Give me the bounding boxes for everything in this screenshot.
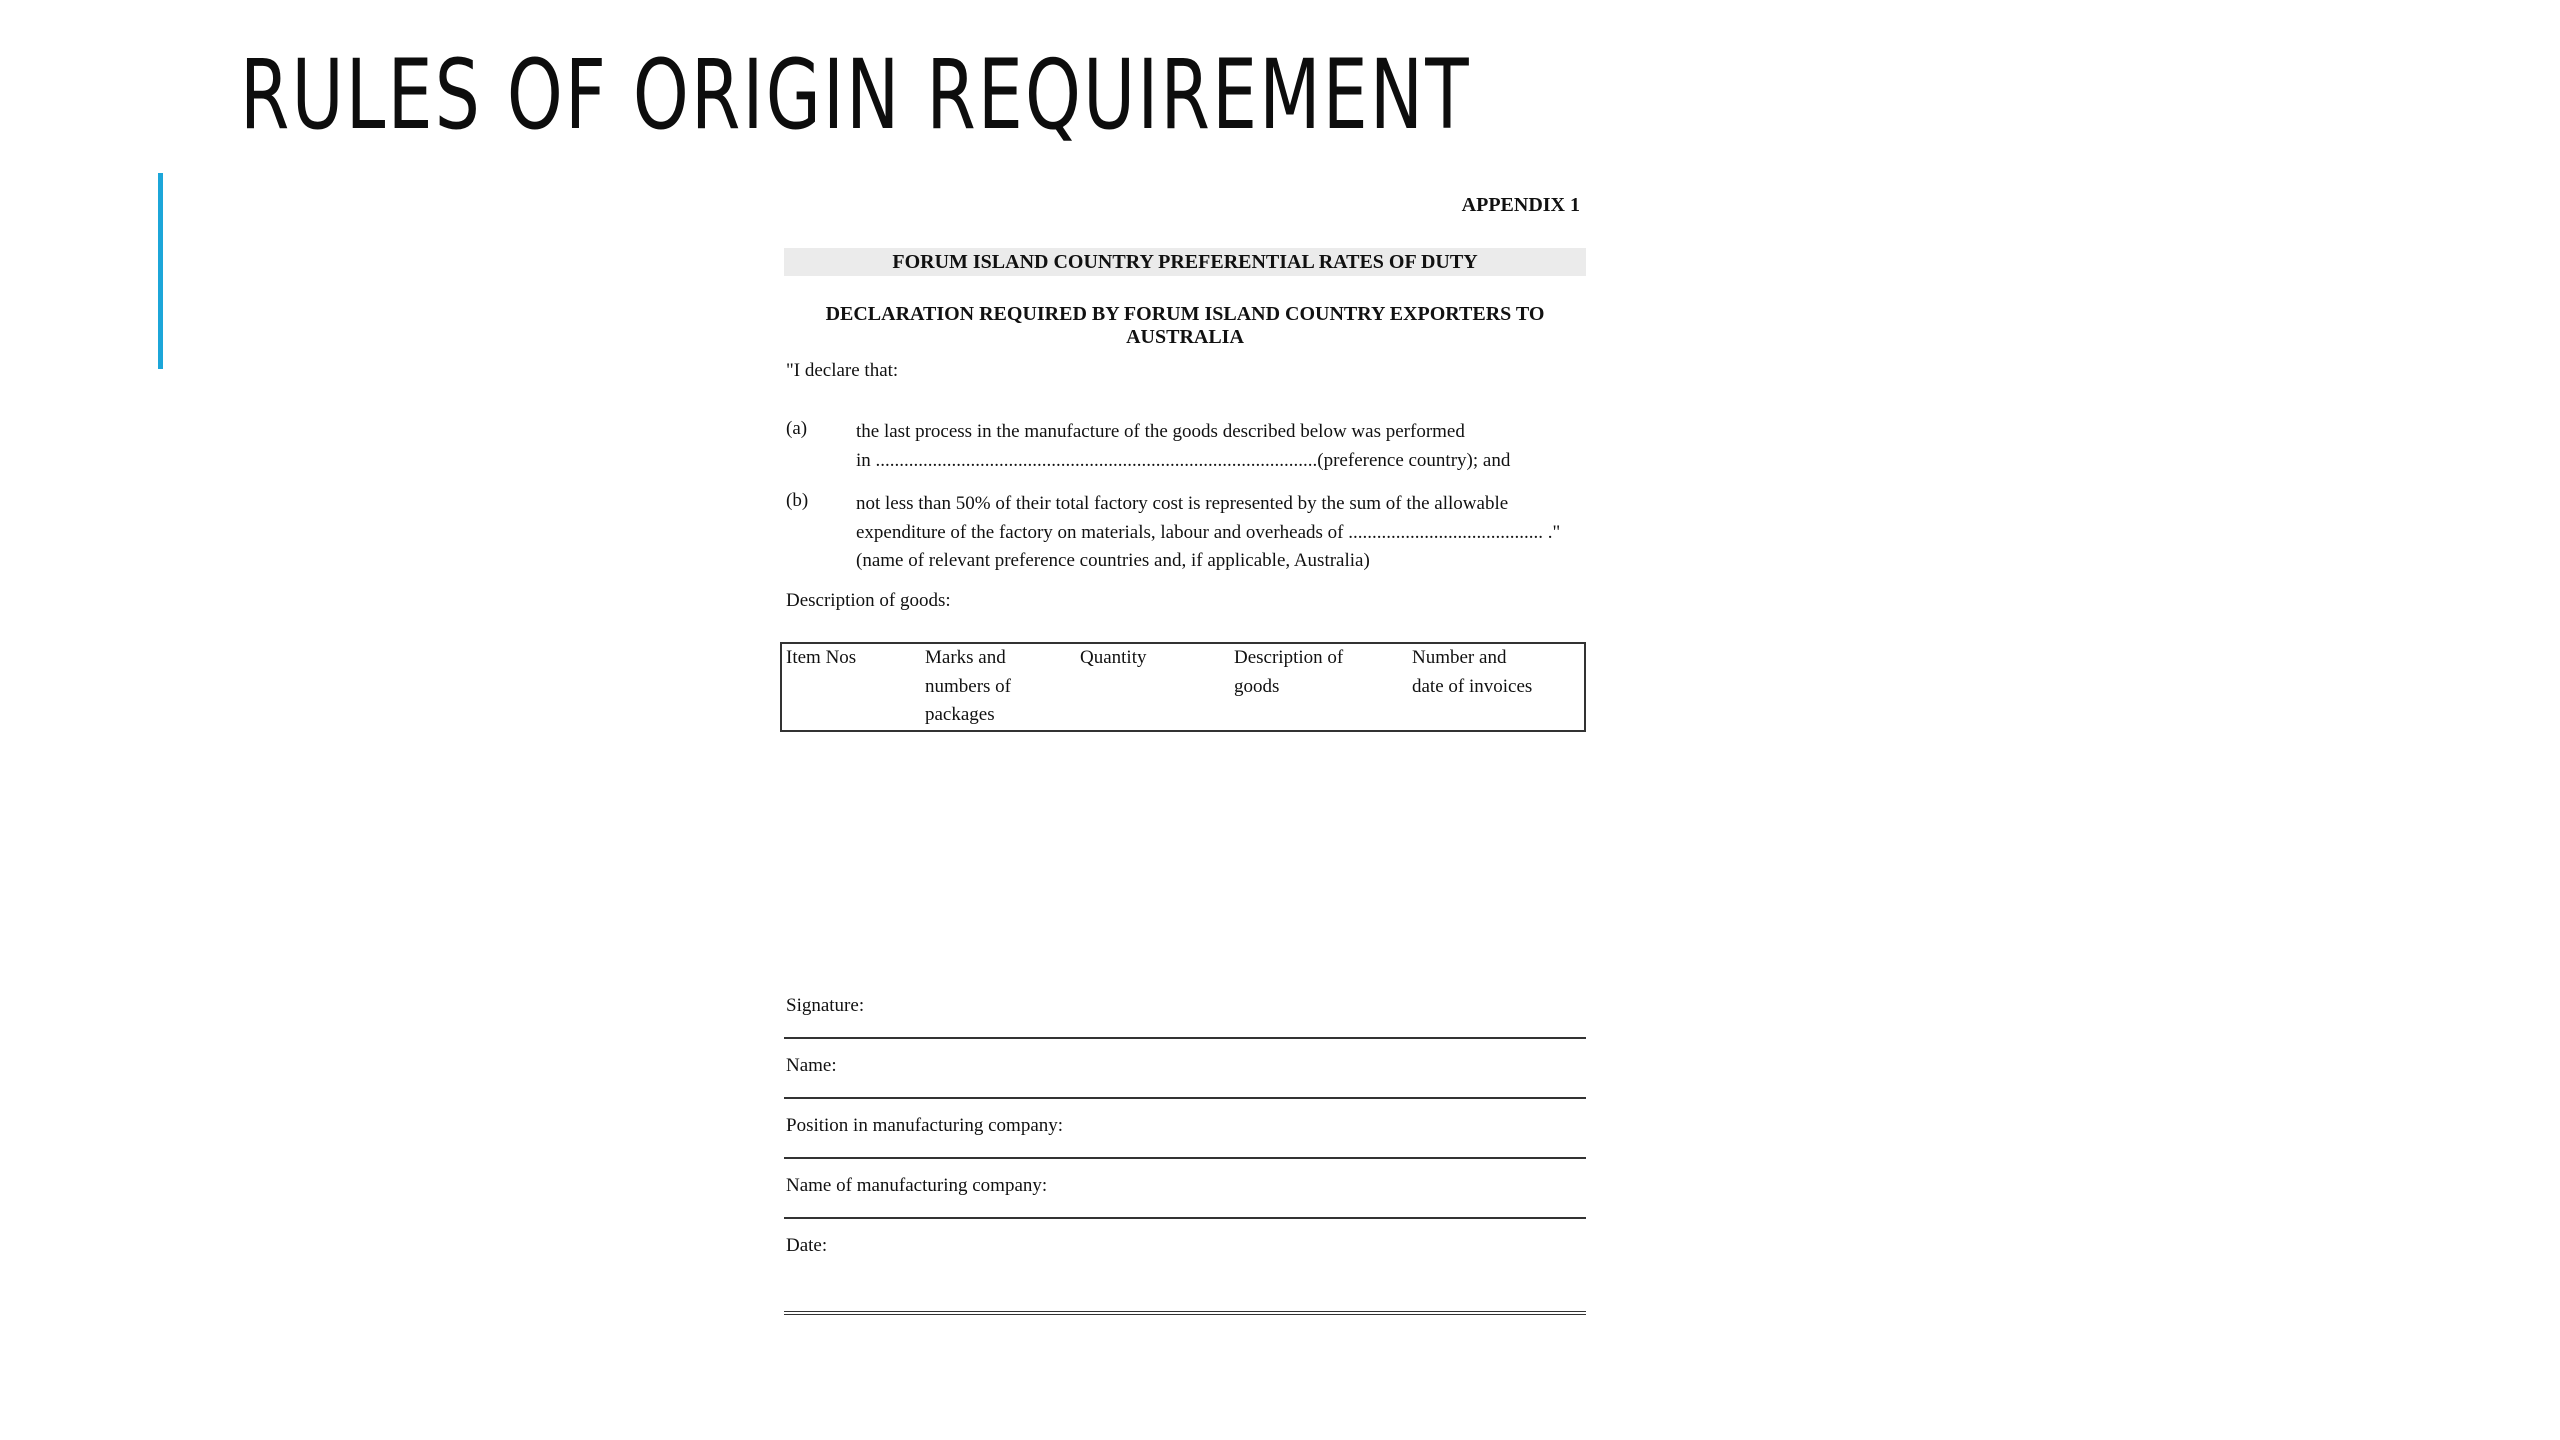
clause-b-line-1: not less than 50% of their total factory cost is represented by the sum of the allowable [856,493,1509,514]
duty-banner: FORUM ISLAND COUNTRY PREFERENTIAL RATES OF DUTY [784,248,1586,276]
position-label: Position in manufacturing company: [786,1115,1064,1136]
table-header-marks-numbers: Marks and numbers of packages [925,647,1012,725]
company-name-field [784,1175,1586,1219]
clause-b-line-3: (name of relevant preference countries and, if applicable, Australia) [856,550,1370,571]
signature-label: Signature: [786,995,865,1016]
declaration-heading: DECLARATION REQUIRED BY FORUM ISLAND COUNTRY EXPORTERS TO AUSTRALIA [825,303,1545,348]
clause-a-line-2: in .............................................................................................(preference country); and [856,449,1511,471]
name-label: Name: [786,1055,837,1076]
clause-b-text [856,490,1586,576]
table-header-invoices: Number and date of invoices [1412,647,1533,697]
goods-table [780,642,1586,732]
company-name-label: Name of manufacturing company: [786,1175,1048,1196]
slide-title: RULES OF ORIGIN REQUIREMENT [240,39,1471,151]
appendix-label: APPENDIX 1 [1461,194,1580,216]
clause-a-label: (a) [786,418,808,439]
clause-b-line-2: expenditure of the factory on materials, labour and overheads of ......................................... ." [856,521,1561,543]
declaration-document [780,190,1590,1330]
signature-field [784,995,1586,1039]
table-header-item-nos: Item Nos [786,647,857,668]
date-field [784,1235,1586,1315]
position-field [784,1115,1586,1159]
declaration-intro: "I declare that: [786,360,899,381]
date-label: Date: [786,1235,828,1256]
clause-a-text [856,418,1586,475]
clause-b-label: (b) [786,490,809,511]
clause-a-line-1: the last process in the manufacture of the goods described below was performed [856,421,1465,442]
table-header-quantity: Quantity [1080,647,1147,668]
description-of-goods-label: Description of goods: [786,590,951,611]
accent-bar [158,173,163,369]
table-header-description: Description of goods [1234,647,1344,697]
name-field [784,1055,1586,1099]
